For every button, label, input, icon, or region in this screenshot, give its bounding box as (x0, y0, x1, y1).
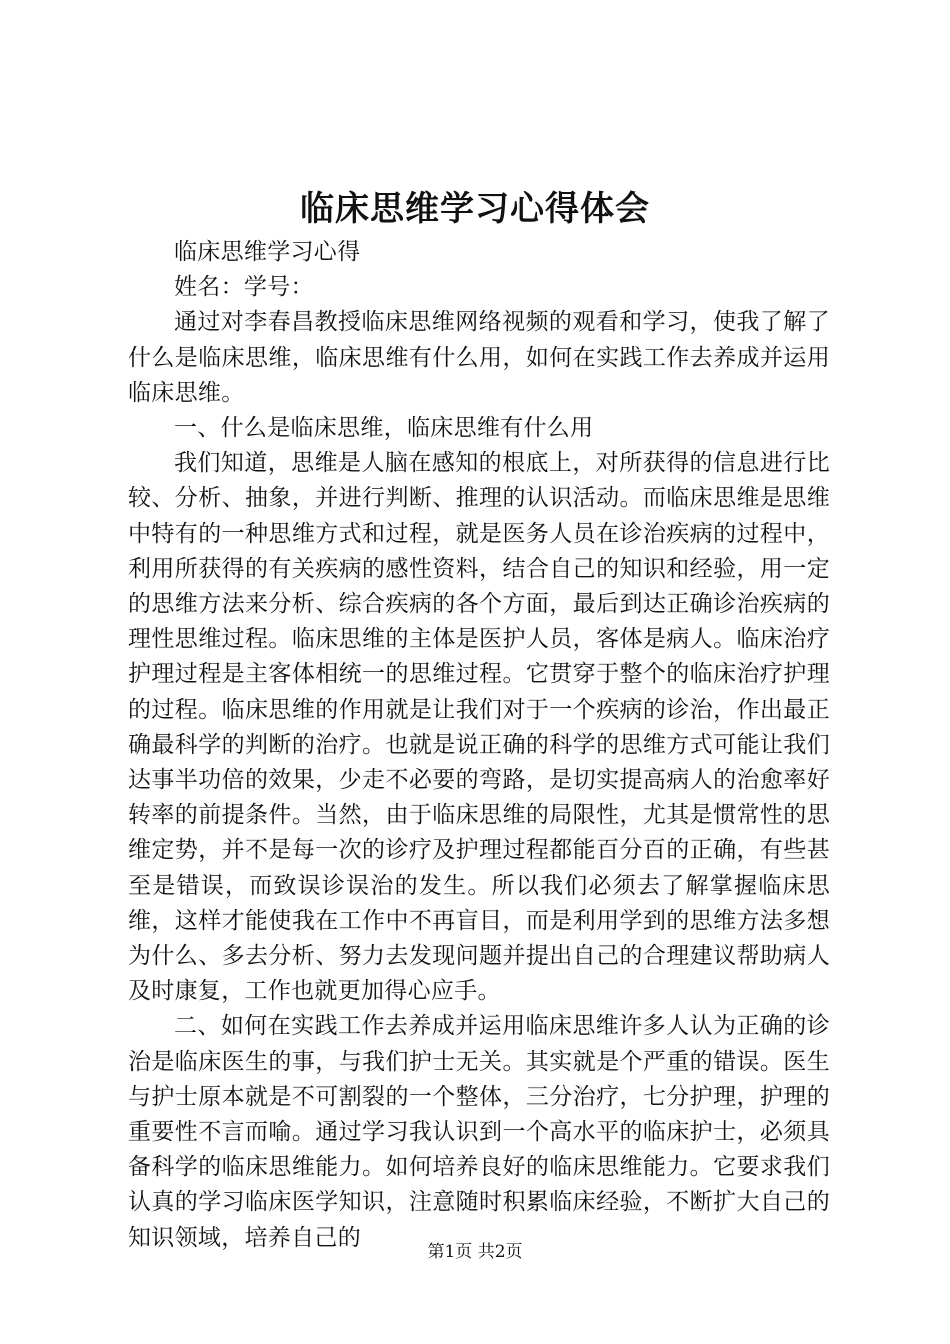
page-footer: 第1页 共2页 (427, 1242, 523, 1262)
name-id-line: 姓名：学号： (174, 274, 314, 301)
subtitle-line: 临床思维学习心得 (174, 239, 361, 265)
body-paragraph: 二、如何在实践工作去养成并运用临床思维许多人认为正确的诊治是临床医生的事，与我们护士无关。其实就是个严重的错误。医生与护士原本就是不可割裂的一个整体，三分治疗，七分护理，护理的重要性不言而喻。通过学习我认识到一个高水平的临床护士，必须具备科学的临床思维能力。如何培养良好的临床思维能力。它要求我们认真的学习临床医学知识，注意随时积累临床经验，不断扩大自己的知识领域，培养自己的 (128, 1013, 830, 1251)
body-paragraph: 我们知道，思维是人脑在感知的根底上，对所获得的信息进行比较、分析、抽象，并进行判断、推理的认识活动。而临床思维是思维中特有的一种思维方式和过程，就是医务人员在诊治疾病的过程中，利用所获得的有关疾病的感性资料，结合自己的知识和经验，用一定的思维方法来分析、综合疾病的各个方面，最后到达正确诊治疾病的理性思维过程。临床思维的主体是医护人员，客体是病人。临床治疗护理过程是主客体相统一的思维过程。它贯穿于整个的临床治疗护理的过程。临床思维的作用就是让我们对于一个疾病的诊治，作出最正确最科学的判断的治疗。也就是说正确的科学的思维方式可能让我们达事半功倍的效果，少走不必要的弯路，是切实提高病人的治愈率好转率的前提条件。当然，由于临床思维的局限性，尤其是惯常性的思维定势，并不是每一次的诊疗及护理过程都能百分百的正确，有些甚至是错误，而致误诊误治的发生。所以我们必须去了解掌握临床思维，这样才能使我在工作中不再盲目，而是利用学到的思维方法多想为什么、多去分析、努力去发现问题并提出自己的合理建议帮助病人及时康复，工作也就更加得心应手。 (128, 450, 830, 1005)
document-title: 临床思维学习心得体会 (300, 189, 650, 229)
body-paragraph: 通过对李春昌教授临床思维网络视频的观看和学习，使我了解了什么是临床思维，临床思维有什么用，如何在实践工作去养成并运用临床思维。 (128, 309, 830, 406)
section-heading: 一、什么是临床思维，临床思维有什么用 (174, 415, 594, 442)
document-body (128, 235, 830, 1256)
